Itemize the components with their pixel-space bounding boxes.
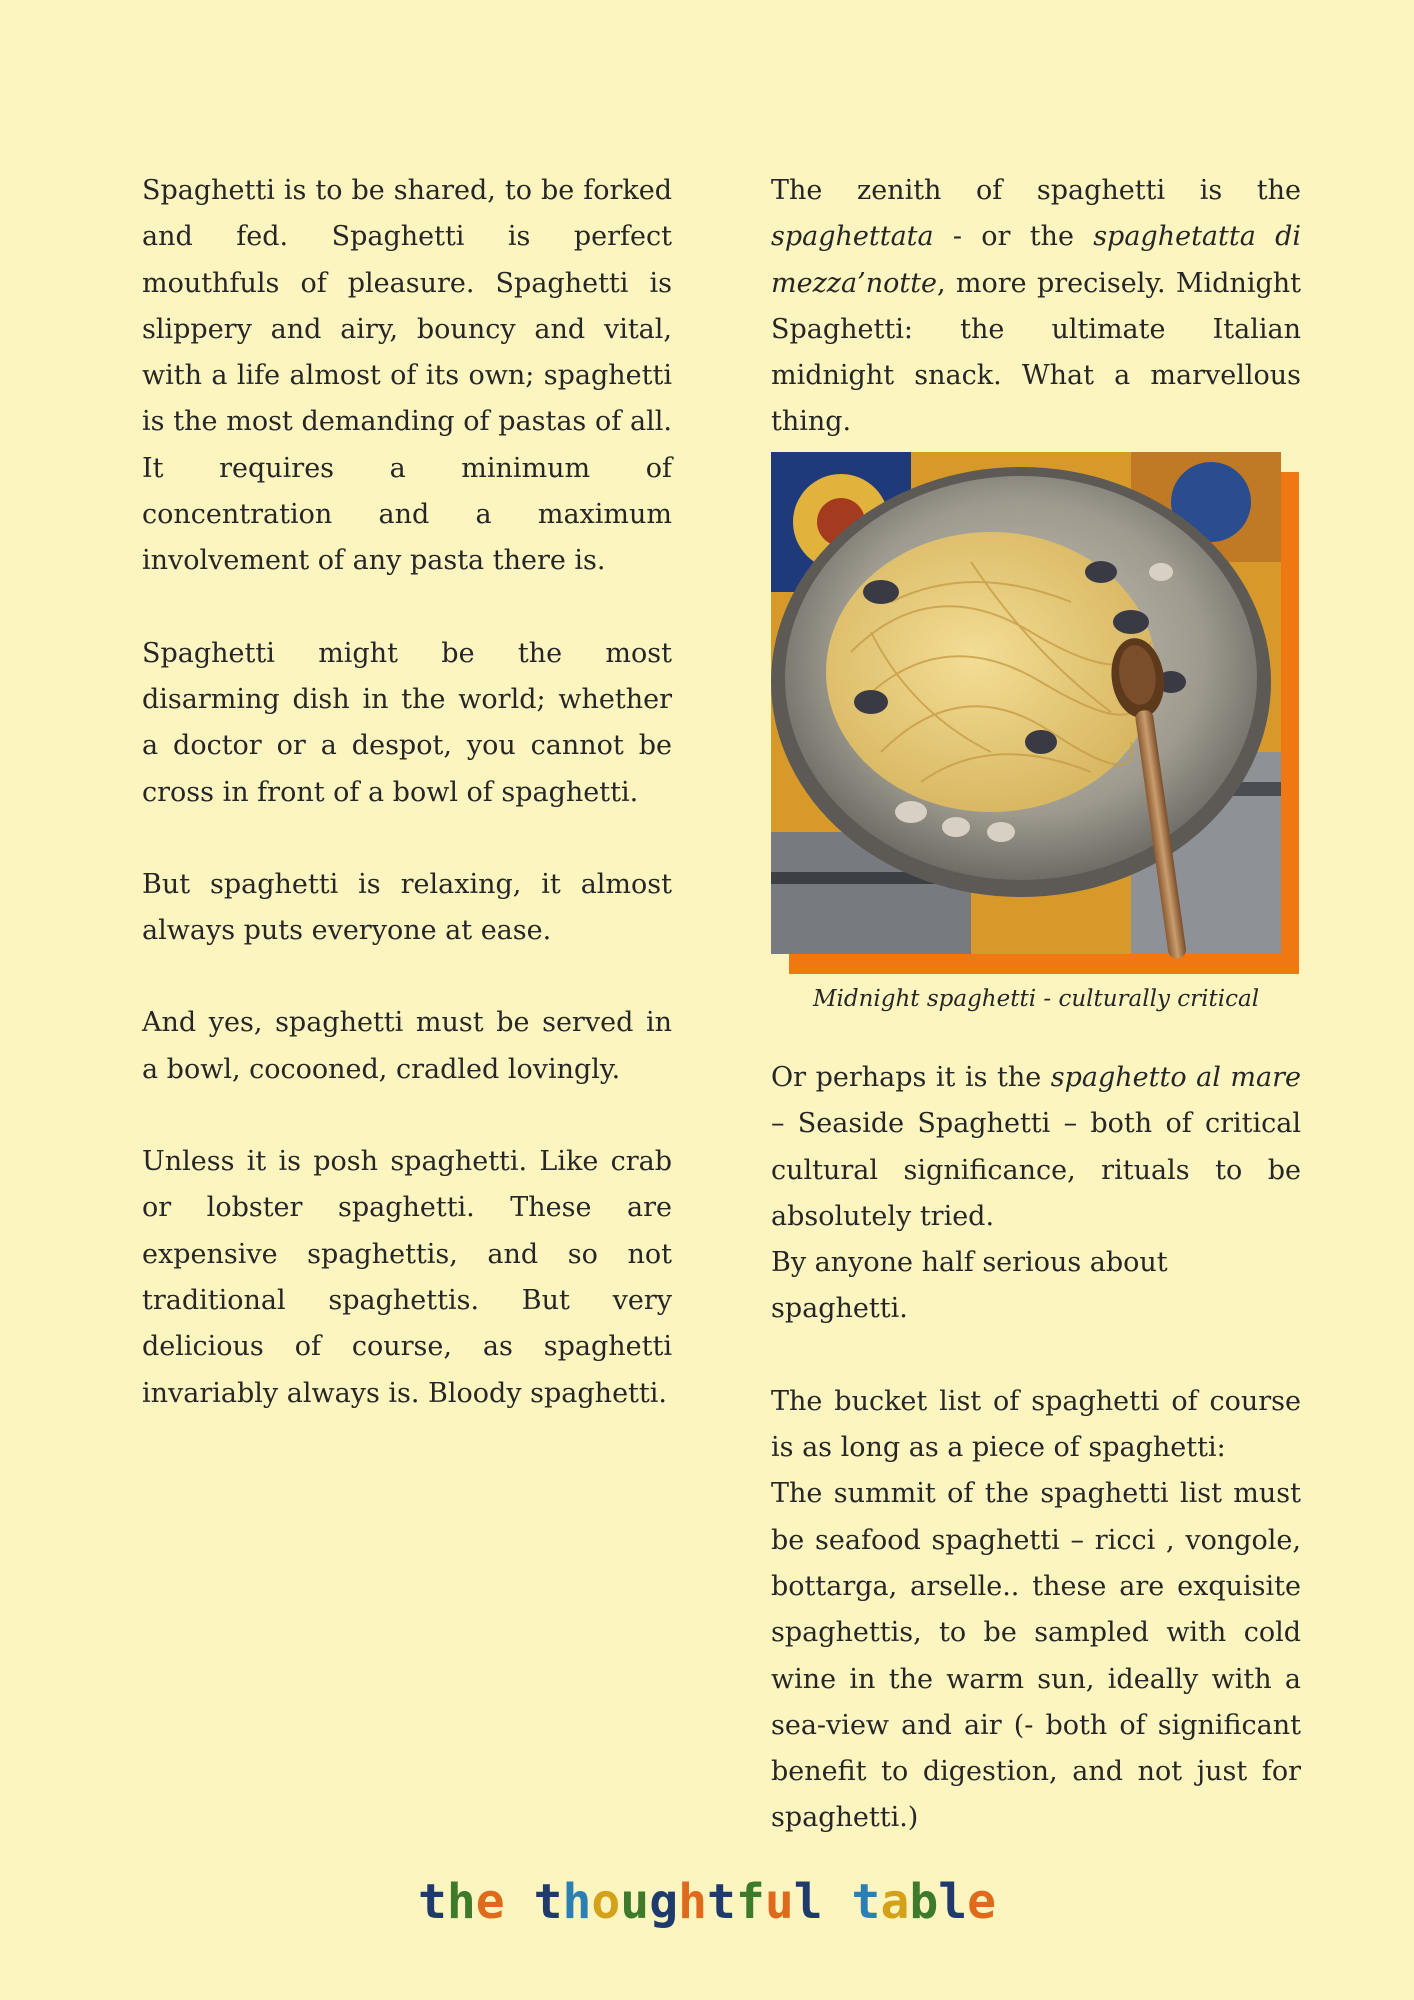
logo-letter: t [707, 1874, 736, 1930]
spaghetti-pan-illustration [771, 452, 1281, 954]
spaghettata-term: spaghettata [771, 221, 934, 253]
left-paragraph-5: Unless it is posh spaghetti. Like crab or lobster spaghetti. These are expensive spaghettis, and so not traditional spaghettis. But very delicious of course, as spaghetti invariably always is. Bloody spaghetti. [142, 1146, 672, 1409]
left-paragraph-4: And yes, spaghetti must be served in a bowl, cocooned, cradled lovingly. [142, 1007, 672, 1085]
mezzanotte-term: spaghetatta di mezza’notte [771, 221, 1301, 299]
the-thoughtful-table-logo [417, 1858, 997, 1958]
logo-letter: f [735, 1874, 765, 1930]
logo-letter: h [446, 1874, 476, 1930]
right-paragraph-1-text-e: , more precisely. Midnight Spaghetti: the ultimate Italian midnight snack. What a marvellous thing. [771, 267, 1301, 438]
logo-letter: a [880, 1874, 910, 1930]
left-paragraph-2: Spaghetti might be the most disarming dish in the world; whether a doctor or a despot, you cannot be cross in front of a bowl of spaghetti. [142, 637, 672, 808]
right-column-top [771, 168, 1301, 492]
logo-letter [823, 1874, 852, 1930]
logo-letter: u [764, 1874, 794, 1930]
right-paragraph-2-text-a: Or perhaps it is the [771, 1062, 1051, 1093]
photo-caption: Midnight spaghetti - culturally critical [812, 986, 1260, 1012]
right-paragraph-4: The bucket list of spaghetti of course is as long as a piece of spaghetti: [771, 1385, 1301, 1464]
right-paragraph-2 [771, 1055, 1301, 1240]
logo-letter: b [909, 1874, 939, 1930]
right-paragraph-1-text-c: - or the [933, 221, 1094, 253]
logo-letter: l [938, 1874, 968, 1930]
logo-letter: t [851, 1874, 881, 1930]
right-paragraph-3: By anyone half serious about spaghetti. [771, 1247, 1168, 1325]
right-paragraph-5: The summit of the spaghetti list must be seafood spaghetti – ricci , vongole, bottarga, arselle.. these are exquisite spaghettis, to be sampled with cold wine in the warm sun, ideally with a sea-view and air (- both of significant benefit to digestion, and not just for spaghetti.) [771, 1478, 1301, 1834]
right-paragraph-2-text-c: – Seaside Spaghetti – both of critical cultural significance, rituals to be absolutely tried. [771, 1108, 1301, 1232]
logo-letter: e [475, 1874, 505, 1930]
logo-letter [505, 1874, 534, 1930]
right-paragraph-1 [771, 168, 1301, 446]
logo-letter: o [591, 1874, 621, 1930]
logo-letter: h [678, 1874, 707, 1930]
logo-letter: u [620, 1874, 650, 1930]
left-paragraph-1: Spaghetti is to be shared, to be forked and fed. Spaghetti is perfect mouthfuls of pleasure. Spaghetti is slippery and airy, bouncy and vital, with a life almost of its own; spaghetti is the most demanding of pastas of all. It requires a minimum of concentration and a maximum involvement of any pasta there is. [142, 175, 672, 577]
logo-text [418, 1874, 996, 1930]
site-logo [0, 1858, 1414, 1962]
right-paragraph-1-text-a: The zenith of spaghetti is the [771, 175, 1301, 206]
photo-frame [771, 452, 1281, 954]
spaghetto-al-mare-term: spaghetto al mare [1050, 1062, 1301, 1093]
logo-letter: t [417, 1874, 447, 1930]
logo-letter: e [967, 1874, 997, 1930]
logo-letter: l [793, 1874, 823, 1930]
right-column-bottom [771, 1055, 1301, 1888]
left-column [142, 168, 672, 1463]
logo-letter: g [649, 1874, 679, 1930]
logo-letter: h [562, 1874, 592, 1930]
left-paragraph-3: But spaghetti is relaxing, it almost always puts everyone at ease. [142, 868, 672, 947]
logo-letter: t [533, 1874, 563, 1930]
spaghetti-photo [771, 452, 1281, 954]
